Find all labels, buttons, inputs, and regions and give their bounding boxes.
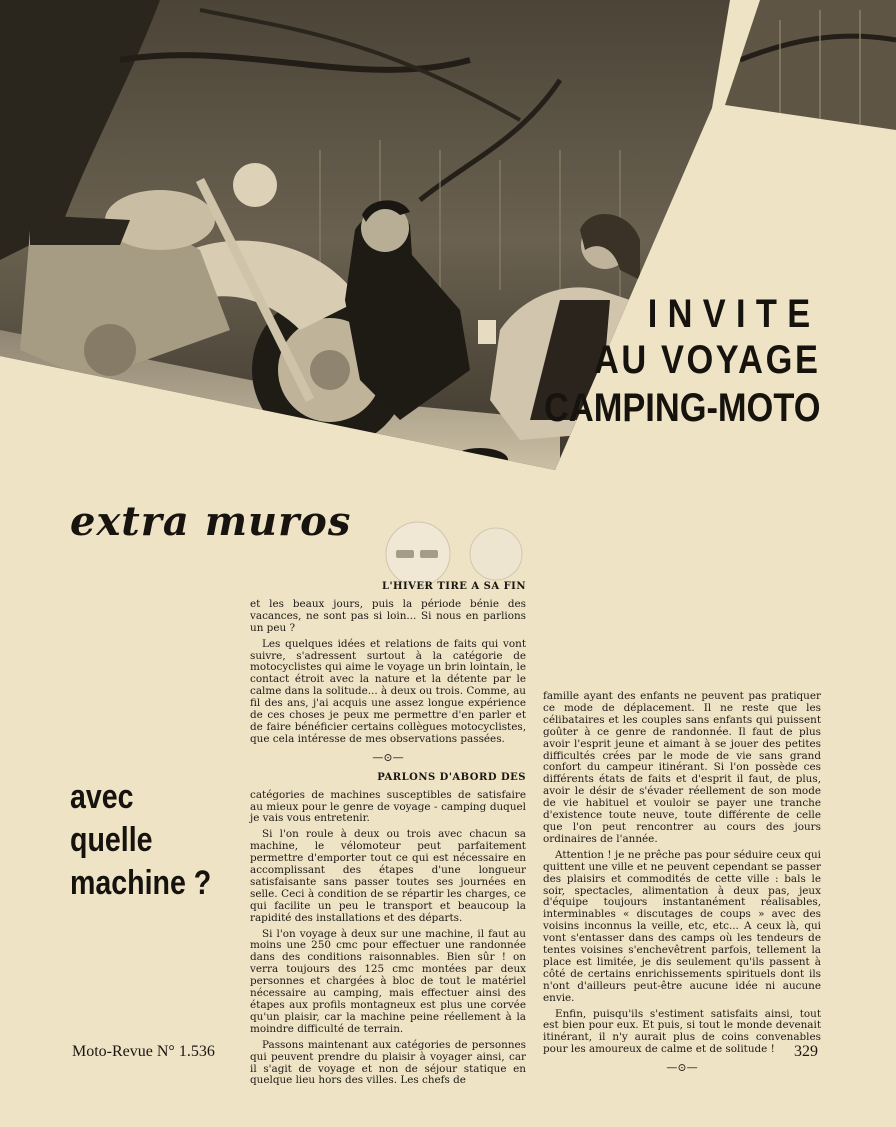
- paragraph: Enfin, puisqu'ils s'estiment satisfaits ainsi, tout est bien pour eux. Et puis, si tout le monde devenait itinérant, il n'y aurait plus de coins convenables pour les amoureux de calme et de solitude !: [543, 1007, 821, 1056]
- title-line-1: INVITE: [647, 292, 820, 336]
- paragraph: Attention ! je ne prêche pas pour séduire ceux qui quittent une ville et ne peuvent cependant se passer des plaisirs et commodités de cette ville : bals le soir, spectacles, alimentation à deux pas, jeux d'équipe toujours instantanément réalisables, interminables « discutages de coups » avec des voisins inconnus la veille, etc, etc... A ceux là, qui vont s'entasser dans des camps où les tendeurs de tentes voisines s'enchevêtrent parfois, tellement la place est limitée, je dis seulement qu'ils passent à côté de certains enrichissements spirituels dont ils n'ont d'ailleurs peut-être aucune idée ni aucune envie.: [543, 848, 821, 1004]
- section-heading-2: PARLONS D'ABORD DES: [377, 771, 526, 783]
- article-title: [544, 292, 820, 432]
- text-column-2: [543, 691, 821, 1082]
- side-heading-line-2: quelle: [70, 821, 153, 859]
- watermark-logo: [378, 512, 528, 592]
- rubric-heading: extra muros: [70, 498, 352, 545]
- section-separator: —⊙—: [372, 750, 404, 764]
- side-heading-line-3: machine ?: [70, 864, 212, 902]
- end-separator: —⊙—: [666, 1061, 698, 1075]
- text-column-1: [250, 581, 526, 1091]
- title-line-3: CAMPING-MOTO: [543, 386, 820, 430]
- paragraph: catégories de machines susceptibles de satisfaire au mieux pour le genre de voyage - camping duquel je vais vous entretenir.: [250, 788, 526, 825]
- side-heading: [70, 776, 211, 905]
- paragraph: Si l'on roule à deux ou trois avec chacun sa machine, le vélomoteur peut parfaitement permettre d'emporter tout ce qui est nécessaire en accomplissant des étapes d'une longueur satisfaisante sans passer toutes ses journées en selle. Ceci à condition de se répartir les charges, ce qui facilite un peu le transport et beaucoup la rapidité des installations et des départs.: [250, 828, 526, 924]
- paragraph: Passons maintenant aux catégories de personnes qui peuvent prendre du plaisir à voyager ainsi, car il s'agit de voyage et non de séjour statique en quelque lieu hors des villes. Les chefs de: [250, 1038, 526, 1087]
- paragraph: Les quelques idées et relations de faits qui vont suivre, s'adressent surtout à la catégorie de motocyclistes qui aime le voyage un brin lointain, le contact étroit avec la nature et la détente par le calme dans la solitude... à deux ou trois. Comme, au fil des ans, j'ai acquis une assez longue expérience de ces choses je peux me permettre d'en parler et de faire bénéficier certains collègues motocyclistes, que cela intéresse de mes observations passées.: [250, 637, 526, 745]
- paragraph: Si l'on voyage à deux sur une machine, il faut au moins une 250 cmc pour effectuer une randonnée dans des conditions raisonnables. Bien sûr ! on verra toujours des 125 cmc montées par deux personnes et chargées à bloc de tout le matériel nécessaire au camping, mais effectuer ainsi des étapes aux profils montagneux est plus une corvée qu'un plaisir, car la machine peine réellement à la moindre difficulté de terrain.: [250, 927, 526, 1035]
- title-line-2: AU VOYAGE: [593, 338, 820, 382]
- paragraph: famille ayant des enfants ne peuvent pas pratiquer ce mode de déplacement. Il ne reste que les célibataires et les couples sans enfants qui puissent goûter à ce genre de randonnée. Il faut de plus avoir l'esprit jeune et aimant à se jouer des petites difficultés crées par le mode de vie sans grand confort du campeur itinérant. Si l'on possède ces différents états de faits et d'esprit il faut, de plus, avoir le désir de s'évader réellement de son mode de vie habituel et vouloir se payer une tranche d'existence toute neuve, toute différente de celle que l'on peut rencontrer au cours des jours ordinaires de l'année.: [543, 690, 821, 845]
- paragraph: et les beaux jours, puis la période bénie des vacances, ne sont pas si loin... Si nous en parlions un peu ?: [250, 597, 526, 634]
- page-number: 329: [794, 1043, 818, 1060]
- section-heading-1: L'HIVER TIRE A SA FIN: [381, 581, 526, 592]
- magazine-issue: Moto-Revue N° 1.536: [72, 1043, 215, 1060]
- side-heading-line-1: avec: [70, 778, 134, 816]
